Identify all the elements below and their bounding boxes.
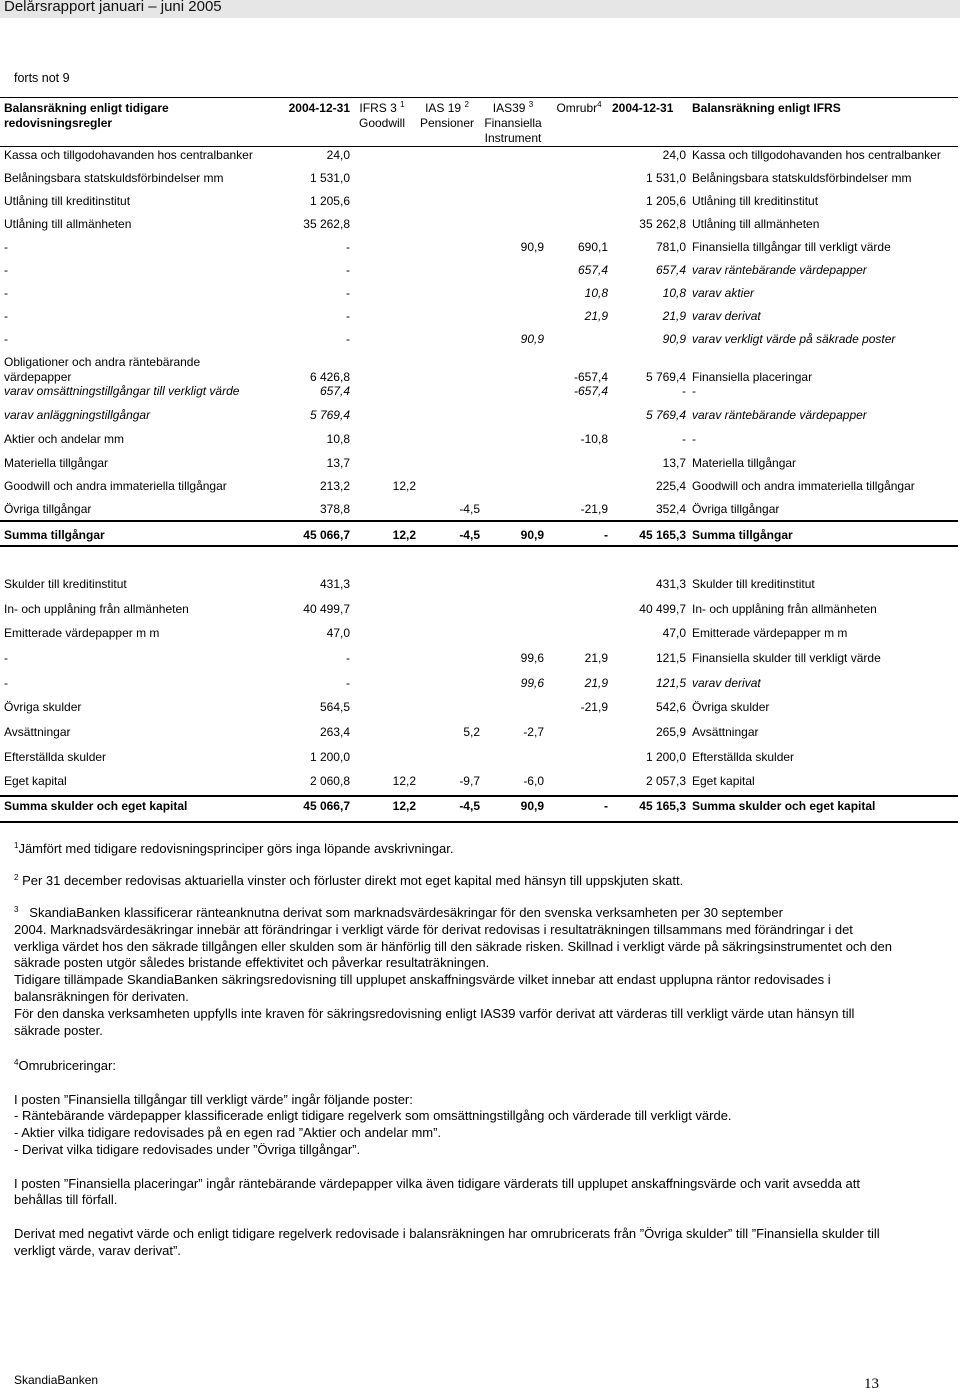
- col-ias39-sub2: Instrument: [484, 131, 542, 145]
- cell-v5: 21,9: [584, 651, 608, 665]
- cell-v1: 45 066,7: [303, 528, 350, 542]
- cell-v3: -4,5: [459, 528, 480, 542]
- col-ifrs3-sub: Goodwill: [358, 116, 406, 130]
- oblig-label-2: värdepapper: [4, 370, 72, 384]
- cell-v1: -: [346, 240, 350, 254]
- cell-right: Summa tillgångar: [692, 528, 793, 542]
- cell-v1: 1 205,6: [309, 194, 350, 208]
- cell-v1: 24,0: [326, 148, 350, 162]
- cell-right: varav derivat: [692, 309, 761, 323]
- cell-v5: 690,1: [577, 240, 608, 254]
- cell-left: Goodwill och andra immateriella tillgångar: [4, 479, 227, 493]
- cell-v5: -21,9: [580, 502, 608, 516]
- oblig-v5: -657,4: [573, 370, 608, 384]
- cell-right: varav räntebärande värdepapper: [692, 263, 867, 277]
- cell-v1: 431,3: [319, 577, 350, 591]
- cell-v5: 21,9: [584, 309, 608, 323]
- col-ias39: IAS39 $^3$: [492, 100, 534, 115]
- cell-v6: 265,9: [655, 725, 686, 739]
- cell-v2: 12,2: [392, 774, 416, 788]
- cell-v6: 24,0: [662, 148, 686, 162]
- cell-v1: -: [346, 263, 350, 277]
- cell-v1: -: [346, 309, 350, 323]
- cell-v1: 213,2: [319, 479, 350, 493]
- cell-left: -: [4, 240, 8, 254]
- cell-v6: 352,4: [655, 502, 686, 516]
- oblig-sub-v5: -657,4: [573, 384, 608, 398]
- cell-right: Finansiella tillgångar till verkligt värde: [692, 240, 891, 254]
- cell-v1: 263,4: [319, 725, 350, 739]
- footnote-2: $^2$ Per 31 december redovisas aktuariella vinster och förluster direkt mot eget kapital med hänsyn till uppskjuten skatt.: [14, 873, 684, 888]
- cell-right: Summa skulder och eget kapital: [692, 799, 876, 813]
- cell-v6: 45 165,3: [639, 799, 686, 813]
- cell-right: Finansiella skulder till verkligt värde: [692, 651, 881, 665]
- cell-v6: 35 262,8: [639, 217, 686, 231]
- cell-left: varav anläggningstillgångar: [4, 408, 151, 422]
- cell-right: varav räntebärande värdepapper: [692, 408, 867, 422]
- cell-left: -: [4, 676, 8, 690]
- liab-total-bottom-rule: [0, 821, 958, 823]
- cell-left: -: [4, 286, 8, 300]
- cell-v3: -4,5: [459, 799, 480, 813]
- cell-v5: 10,8: [584, 286, 608, 300]
- cell-v6: 1 531,0: [645, 171, 686, 185]
- footnote-3: $^3$ SkandiaBanken klassificerar ränteanknutna derivat som marknadsvärdesäkringar för den svenska verksamheten per 30 september 2004. Marknadsvärdesäkringar innebär att förändringar i verkligt värde för derivat redovisas i resultaträkningen tillsammans med förändringar i det verkliga värdet hos den säkrade tillgången eller skulden som är hänförlig till den säkrade risken. Skillnad i verkligt värde på säkringsinstrumentet och den säkrade posten utgör således bristande effektivitet och påverkar resultaträkningen. Tidigare tillämpade SkandiaBanken säkringsredovisning till upplupet anskaffningsvärde vilket innebar att endast upplupna räntor redovisades i balansräkningen för derivaten. För den danska verksamheten uppfylls inte kraven för säkringsredovisning enligt IAS39 varför derivat att värderas till verkligt värde utan hänsyn till säkrade poster.: [14, 905, 892, 1038]
- cell-v1: 1 531,0: [309, 171, 350, 185]
- left-header-line1: Balansräkning enligt tidigare: [4, 101, 169, 115]
- cell-right: Efterställda skulder: [692, 750, 795, 764]
- oblig-v1: 6 426,8: [309, 370, 350, 384]
- cell-v6: 1 205,6: [645, 194, 686, 208]
- cell-v1: 45 066,7: [303, 799, 350, 813]
- cell-v1: 35 262,8: [303, 217, 350, 231]
- cell-right: -: [692, 432, 696, 446]
- cell-v4: 90,9: [520, 528, 544, 542]
- cell-v6: 40 499,7: [639, 602, 686, 616]
- cell-right: In- och upplåning från allmänheten: [692, 602, 877, 616]
- cell-left: -: [4, 309, 8, 323]
- cell-right: Utlåning till kreditinstitut: [692, 194, 819, 208]
- cell-v6: 47,0: [662, 626, 686, 640]
- cell-right: Belåningsbara statskuldsförbindelser mm: [692, 171, 912, 185]
- cell-right: Materiella tillgångar: [692, 456, 797, 470]
- cell-v6: 781,0: [655, 240, 686, 254]
- cell-v1: 5 769,4: [309, 408, 350, 422]
- oblig-sub-label: varav omsättningstillgångar till verkligt värde: [4, 384, 240, 398]
- cell-v4: 90,9: [520, 240, 544, 254]
- oblig-v6: 5 769,4: [645, 370, 686, 384]
- cell-v6: 1 200,0: [645, 750, 686, 764]
- header-top-rule: [0, 97, 958, 98]
- cell-v1: 10,8: [326, 432, 350, 446]
- cell-v1: 2 060,8: [309, 774, 350, 788]
- cell-right: Goodwill och andra immateriella tillgångar: [692, 479, 915, 493]
- cell-v6: 90,9: [662, 332, 686, 346]
- cell-right: Övriga tillgångar: [692, 502, 780, 516]
- cell-v1: -: [346, 651, 350, 665]
- footnote-1: $^1$Jämfört med tidigare redovisningsprinciper görs inga löpande avskrivningar.: [14, 841, 454, 856]
- footer-company: SkandiaBanken: [14, 1373, 99, 1387]
- col-ifrs3: IFRS 3 $^1$: [359, 100, 405, 115]
- col-ias19: IAS 19 $^2$: [425, 100, 469, 115]
- oblig-label-1: Obligationer och andra räntebärande: [4, 355, 201, 369]
- cell-v2: 12,2: [392, 799, 416, 813]
- cell-left: In- och upplåning från allmänheten: [4, 602, 189, 616]
- page-header-bar: [0, 0, 960, 18]
- cell-v3: 5,2: [463, 725, 480, 739]
- right-header: Balansräkning enligt IFRS: [692, 101, 841, 115]
- cell-v4: -2,7: [523, 725, 544, 739]
- cell-v4: 90,9: [520, 799, 544, 813]
- cell-v5: -: [604, 528, 608, 542]
- cell-v4: -6,0: [523, 774, 544, 788]
- cell-left: Eget kapital: [4, 774, 67, 788]
- cell-left: Övriga tillgångar: [4, 502, 92, 516]
- cell-v6: 5 769,4: [645, 408, 686, 422]
- cell-v6: 45 165,3: [639, 528, 686, 542]
- cell-v4: 99,6: [520, 651, 544, 665]
- cell-v1: 47,0: [326, 626, 350, 640]
- section-subtitle: forts not 9: [14, 71, 70, 85]
- cell-left: Aktier och andelar mm: [4, 432, 125, 446]
- cell-left: Emitterade värdepapper m m: [4, 626, 160, 640]
- cell-right: Emitterade värdepapper m m: [692, 626, 848, 640]
- cell-v6: 13,7: [662, 456, 686, 470]
- cell-right: Utlåning till allmänheten: [692, 217, 820, 231]
- cell-v6: 21,9: [662, 309, 686, 323]
- cell-left: Övriga skulder: [4, 700, 82, 714]
- cell-left: Utlåning till allmänheten: [4, 217, 132, 231]
- cell-v6: 10,8: [662, 286, 686, 300]
- cell-right: Övriga skulder: [692, 700, 770, 714]
- cell-v1: 378,8: [319, 502, 350, 516]
- header-bottom-rule: [0, 146, 958, 147]
- cell-right: Avsättningar: [692, 725, 759, 739]
- cell-v4: 90,9: [520, 332, 544, 346]
- cell-v1: 564,5: [319, 700, 350, 714]
- cell-v1: 40 499,7: [303, 602, 350, 616]
- cell-v2: 12,2: [392, 528, 416, 542]
- oblig-sub-v6: -: [682, 384, 686, 398]
- cell-right: varav verkligt värde på säkrade poster: [692, 332, 896, 346]
- report-title: Delårsrapport januari – juni 2005: [4, 0, 222, 15]
- col-omrubr: Omrubr$^4$: [556, 100, 602, 115]
- cell-v4: 99,6: [520, 676, 544, 690]
- oblig-sub-v1: 657,4: [319, 384, 350, 398]
- cell-v5: 21,9: [584, 676, 608, 690]
- cell-left: Materiella tillgångar: [4, 456, 109, 470]
- cell-v6: 542,6: [655, 700, 686, 714]
- cell-left: -: [4, 263, 8, 277]
- cell-left: Skulder till kreditinstitut: [4, 577, 127, 591]
- cell-right: varav derivat: [692, 676, 761, 690]
- cell-right: Eget kapital: [692, 774, 755, 788]
- col-ias19-sub: Pensioner: [419, 116, 475, 130]
- cell-left: Efterställda skulder: [4, 750, 107, 764]
- cell-right: Skulder till kreditinstitut: [692, 577, 815, 591]
- cell-left: -: [4, 332, 8, 346]
- cell-left: Utlåning till kreditinstitut: [4, 194, 131, 208]
- cell-v6: 431,3: [655, 577, 686, 591]
- cell-left: Summa tillgångar: [4, 528, 105, 542]
- footnote-4: $^4$Omrubriceringar: I posten ”Finansiella tillgångar till verkligt värde” ingår följande poster: - Räntebärande värdepapper klassificerade enligt tidigare regelverk som omsättningstillgång och värderade till verkligt värde. - Aktier vilka tidigare redovisades på en egen rad ”Aktier och andelar mm”. - Derivat vilka tidigare redovisades under ”Övriga tillgångar”. I posten ”Finansiella placeringar” ingår räntebärande värdepapper vilka även tidigare värderats till upplupet anskaffningsvärde och varit avsedda att behållas till förfall. Derivat med negativt värde och enligt tidigare regelverk redovisade i balansräkningen har omrubricerats från ”Övriga skulder” till ”Finansiella skulder till verkligt värde, varav derivat”.: [14, 1058, 880, 1258]
- cell-right: varav aktier: [692, 286, 755, 300]
- cell-left: Avsättningar: [4, 725, 71, 739]
- footer-page-number: 13: [864, 1376, 879, 1392]
- cell-left: -: [4, 651, 8, 665]
- cell-v6: 657,4: [655, 263, 686, 277]
- left-header-line2: redovisningsregler: [4, 116, 113, 130]
- cell-v1: -: [346, 676, 350, 690]
- cell-v6: 2 057,3: [645, 774, 686, 788]
- liab-total-top-rule: [0, 795, 958, 797]
- col-date-after: 2004-12-31: [612, 101, 674, 115]
- cell-left: Kassa och tillgodohavanden hos centralbanker: [4, 148, 253, 162]
- cell-v1: -: [346, 332, 350, 346]
- cell-v1: 13,7: [326, 456, 350, 470]
- cell-v5: -: [604, 799, 608, 813]
- cell-v1: 1 200,0: [309, 750, 350, 764]
- cell-v3: -9,7: [459, 774, 480, 788]
- oblig-sub-right: -: [692, 384, 696, 398]
- cell-v6: 121,5: [655, 651, 686, 665]
- cell-v6: -: [682, 432, 686, 446]
- col-date-before: 2004-12-31: [288, 101, 350, 115]
- cell-v6: 121,5: [655, 676, 686, 690]
- cell-v5: -21,9: [580, 700, 608, 714]
- col-ias39-sub1: Finansiella: [484, 116, 542, 130]
- cell-v1: -: [346, 286, 350, 300]
- cell-v5: 657,4: [577, 263, 608, 277]
- cell-v6: 225,4: [655, 479, 686, 493]
- cell-left: Summa skulder och eget kapital: [4, 799, 188, 813]
- cell-left: Belåningsbara statskuldsförbindelser mm: [4, 171, 224, 185]
- assets-total-bottom-rule: [0, 545, 958, 547]
- cell-v3: -4,5: [459, 502, 480, 516]
- cell-v5: -10,8: [580, 432, 608, 446]
- oblig-right: Finansiella placeringar: [692, 370, 813, 384]
- cell-v2: 12,2: [392, 479, 416, 493]
- assets-total-top-rule: [0, 520, 958, 522]
- cell-right: Kassa och tillgodohavanden hos centralbanker: [692, 148, 941, 162]
